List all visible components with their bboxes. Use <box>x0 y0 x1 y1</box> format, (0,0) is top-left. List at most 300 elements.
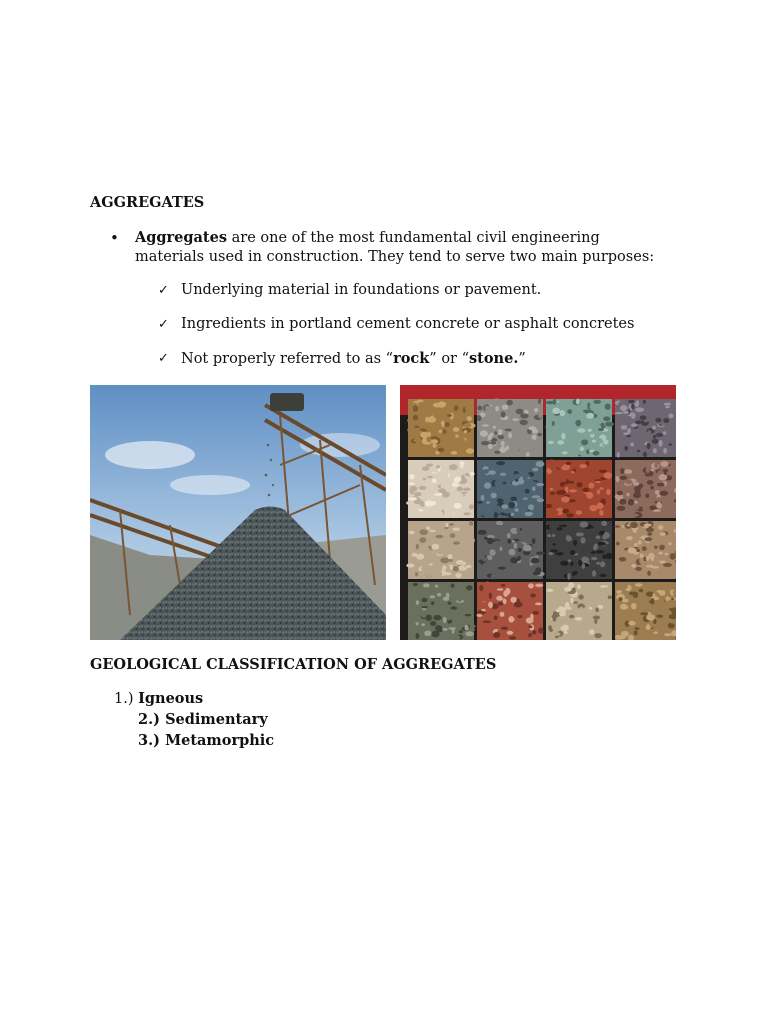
stone <box>450 606 457 609</box>
stone <box>647 480 654 485</box>
stone <box>454 512 460 518</box>
stone <box>580 447 584 451</box>
stone <box>508 502 515 509</box>
stone <box>419 529 427 535</box>
stone <box>488 444 493 449</box>
stone <box>668 542 671 545</box>
stone <box>554 424 561 429</box>
bullet-line-1-rest: are one of the most fundamental civil engineering <box>227 230 600 246</box>
stone <box>550 492 555 495</box>
stone <box>468 525 473 529</box>
stone <box>660 491 669 496</box>
stone <box>526 452 530 456</box>
stone <box>656 590 662 593</box>
stone <box>451 584 455 588</box>
stone <box>652 594 655 597</box>
stone <box>656 597 659 600</box>
stone <box>654 546 658 549</box>
stone <box>424 631 431 637</box>
stone <box>535 404 540 407</box>
stone <box>407 418 414 422</box>
bullet-term: Aggregates <box>135 229 228 246</box>
stone <box>431 631 439 638</box>
stone <box>532 590 539 594</box>
stone <box>453 427 459 432</box>
stone <box>623 432 630 435</box>
stone <box>453 541 460 544</box>
stone <box>407 427 415 433</box>
stone <box>590 431 593 435</box>
stone <box>523 474 530 478</box>
stone <box>620 468 624 474</box>
stone <box>477 406 482 411</box>
stone <box>440 557 449 563</box>
stone <box>631 564 636 568</box>
stone <box>671 598 674 601</box>
stone <box>593 451 600 456</box>
stone <box>631 423 637 427</box>
stone <box>626 536 633 540</box>
stone <box>426 464 433 467</box>
stone <box>596 550 605 553</box>
stone <box>414 492 422 496</box>
stone <box>620 604 627 610</box>
stone <box>574 463 579 468</box>
stone <box>434 493 443 496</box>
stone <box>561 433 565 440</box>
stone <box>559 525 567 527</box>
stone <box>489 592 492 599</box>
stone <box>568 436 571 442</box>
stone <box>493 632 500 638</box>
stone <box>592 570 596 576</box>
stone <box>569 503 577 506</box>
stone <box>589 607 593 610</box>
stone <box>573 601 577 604</box>
stone <box>561 496 570 502</box>
stone <box>592 440 596 443</box>
stone <box>490 433 494 437</box>
stone <box>481 441 490 445</box>
stone <box>492 582 497 587</box>
stone <box>505 563 510 569</box>
stone <box>589 483 595 489</box>
stone <box>518 400 521 403</box>
stone <box>455 493 463 499</box>
stone <box>512 418 519 421</box>
stone <box>421 560 429 565</box>
stone <box>438 485 441 488</box>
stone <box>418 501 422 504</box>
stone <box>523 545 532 552</box>
stone <box>568 559 571 562</box>
stone <box>619 557 627 562</box>
stone <box>483 621 492 624</box>
stone <box>663 418 669 423</box>
stone <box>504 531 508 533</box>
stone <box>422 438 427 444</box>
stone <box>626 493 629 497</box>
stone <box>454 405 459 411</box>
stone <box>576 510 583 514</box>
stone <box>531 495 540 498</box>
stone <box>625 480 632 485</box>
bullet-text-line-2: materials used in construction. They tend to serve two main purposes: <box>135 249 655 265</box>
stone <box>636 400 639 407</box>
stone <box>422 606 428 608</box>
stone <box>620 405 627 411</box>
stone <box>603 416 610 421</box>
stone <box>535 584 543 588</box>
stone <box>437 602 442 606</box>
stone <box>427 476 433 478</box>
stone <box>516 598 519 604</box>
stone <box>498 429 503 435</box>
stone <box>628 621 635 626</box>
stone <box>435 505 443 508</box>
stone <box>567 573 570 580</box>
stone <box>411 622 415 628</box>
stone <box>556 491 564 495</box>
stone <box>566 513 574 517</box>
stone <box>602 587 611 592</box>
stone <box>536 483 544 486</box>
stone <box>635 627 640 630</box>
stone <box>588 477 591 480</box>
stone <box>596 594 603 600</box>
stone <box>631 603 637 609</box>
stone <box>535 442 544 445</box>
stone <box>627 428 631 433</box>
stone <box>530 593 536 597</box>
stone <box>465 631 474 636</box>
stone <box>597 446 605 452</box>
stone <box>511 513 514 517</box>
stone <box>649 506 655 511</box>
stone <box>598 542 606 546</box>
stone <box>604 544 612 550</box>
stone <box>452 483 457 487</box>
stone <box>566 535 570 540</box>
stone <box>597 503 604 510</box>
stone <box>643 419 649 422</box>
stone <box>423 478 427 481</box>
stone <box>464 430 468 433</box>
stone <box>488 633 493 636</box>
stone <box>577 589 582 592</box>
stone <box>507 631 513 635</box>
gravel-pile-image <box>90 385 386 640</box>
stone <box>533 571 540 575</box>
stone <box>655 418 661 423</box>
stone <box>463 407 466 413</box>
stone <box>503 599 507 605</box>
item-label: Metamorphic <box>165 732 275 749</box>
stone <box>563 479 567 482</box>
stone <box>447 414 452 417</box>
stone <box>466 565 472 568</box>
stone <box>409 482 415 485</box>
stone <box>526 617 534 623</box>
stone <box>549 560 552 564</box>
stone <box>413 583 418 587</box>
stone <box>599 487 603 489</box>
stone <box>668 423 673 425</box>
item-number: 3.) <box>138 732 160 749</box>
stone <box>582 401 589 404</box>
stone <box>422 494 427 501</box>
stone <box>593 616 600 620</box>
checkmark-icon: ✓ <box>158 283 169 298</box>
stone <box>578 594 583 599</box>
stone <box>410 600 416 605</box>
stone <box>605 404 611 410</box>
stone <box>600 561 605 567</box>
stone <box>552 421 555 426</box>
stone <box>536 461 545 467</box>
stone <box>608 595 612 599</box>
stone <box>580 521 589 527</box>
stone <box>552 408 560 415</box>
stone <box>484 482 491 489</box>
stone <box>640 554 644 558</box>
stone <box>494 616 498 620</box>
stone <box>653 435 657 439</box>
stone <box>590 404 598 410</box>
stone <box>602 555 607 559</box>
stone <box>495 540 499 543</box>
stone <box>426 615 432 621</box>
stone <box>428 432 431 437</box>
stone <box>464 512 471 515</box>
stone <box>665 438 668 443</box>
stone <box>549 523 554 529</box>
stone <box>458 534 464 537</box>
stone <box>538 433 542 436</box>
stone <box>478 602 486 605</box>
stone <box>532 611 539 615</box>
stone <box>439 512 443 516</box>
stone <box>548 459 556 465</box>
stone <box>413 405 418 411</box>
stone <box>469 472 474 476</box>
stone <box>583 619 592 623</box>
stone <box>486 417 490 421</box>
stone <box>421 566 430 571</box>
stone <box>660 532 666 535</box>
stone <box>510 497 517 501</box>
stone <box>652 426 656 430</box>
stone <box>617 491 623 496</box>
stone <box>538 555 542 559</box>
stone <box>659 552 663 555</box>
stone <box>495 408 499 412</box>
stone <box>634 501 638 504</box>
section-heading-aggregates: AGGREGATES <box>90 194 205 211</box>
stone <box>605 399 611 404</box>
stone <box>512 564 518 570</box>
stone <box>567 607 572 610</box>
stone <box>635 407 644 412</box>
stone <box>521 595 526 601</box>
check-3-stone: stone. <box>469 350 519 367</box>
stone <box>414 421 418 425</box>
stone <box>538 412 541 418</box>
stone <box>425 500 433 506</box>
stone <box>435 585 438 588</box>
stone <box>663 563 672 567</box>
stone <box>618 597 622 601</box>
stone <box>646 467 650 473</box>
stone <box>416 544 419 550</box>
stone <box>566 462 572 466</box>
stone <box>650 486 654 490</box>
stone <box>552 543 555 545</box>
stone <box>557 440 564 445</box>
stone <box>446 593 450 598</box>
stone <box>538 627 543 633</box>
stone <box>651 409 654 412</box>
stone <box>591 557 597 560</box>
stone <box>637 437 643 441</box>
stone <box>417 400 424 403</box>
stone <box>559 612 566 617</box>
stone <box>595 481 601 483</box>
stone <box>629 592 635 596</box>
stone <box>493 426 496 429</box>
stone <box>487 538 494 544</box>
stone <box>528 426 536 430</box>
stone <box>469 537 475 543</box>
stone <box>466 585 472 590</box>
stone <box>628 400 635 403</box>
stone <box>452 528 460 531</box>
stone <box>630 488 635 492</box>
stone <box>525 511 533 516</box>
stone <box>550 467 558 471</box>
stone <box>406 563 414 567</box>
stone <box>480 430 488 437</box>
stone <box>659 545 665 550</box>
stone <box>445 422 450 427</box>
stone <box>469 504 474 509</box>
stone <box>576 495 583 501</box>
stone <box>562 621 570 624</box>
stone <box>621 480 624 486</box>
stone <box>482 513 489 516</box>
stone <box>437 529 442 533</box>
stone <box>406 501 415 505</box>
stone <box>416 600 419 604</box>
stone <box>489 545 495 548</box>
stone <box>576 532 584 536</box>
stone <box>432 469 438 472</box>
stone <box>638 427 643 432</box>
stone <box>567 409 572 414</box>
stone <box>535 618 538 625</box>
stone <box>575 617 582 621</box>
stone <box>603 532 610 539</box>
stone <box>550 549 558 552</box>
stone <box>633 482 639 486</box>
stone <box>517 615 522 618</box>
stone <box>619 561 628 566</box>
stone <box>469 434 473 439</box>
stone <box>533 547 540 551</box>
stone <box>430 621 436 626</box>
stone <box>564 587 572 592</box>
stone <box>669 443 673 445</box>
stone <box>595 607 598 612</box>
stone <box>588 589 595 595</box>
stone <box>653 448 657 453</box>
stone <box>493 590 498 594</box>
stone <box>665 553 669 555</box>
stone <box>507 539 511 544</box>
checkmark-icon: ✓ <box>158 351 169 366</box>
stone <box>446 629 452 633</box>
stone <box>429 530 435 533</box>
stone <box>549 567 554 572</box>
stone <box>577 482 583 487</box>
stone <box>570 441 575 447</box>
stone <box>557 508 563 512</box>
check-item-1: Underlying material in foundations or pavement. <box>181 282 542 298</box>
stone <box>514 474 522 477</box>
stone <box>656 433 663 437</box>
stone <box>597 490 601 495</box>
stone <box>514 514 520 517</box>
stone <box>501 441 505 447</box>
stone <box>449 464 458 470</box>
stone <box>486 501 490 504</box>
stone <box>456 551 464 558</box>
stone <box>535 603 542 606</box>
stone <box>569 615 574 619</box>
stone <box>421 623 425 626</box>
stone <box>597 566 600 572</box>
stone <box>516 526 519 533</box>
stone <box>486 581 490 587</box>
stone <box>422 598 428 602</box>
stone <box>481 495 485 501</box>
stone <box>529 530 535 534</box>
stone <box>498 420 505 426</box>
stone <box>516 409 524 415</box>
stone <box>657 504 660 506</box>
stone <box>520 535 525 538</box>
stone <box>494 481 500 487</box>
stone <box>648 430 652 434</box>
stone <box>647 532 652 536</box>
stone <box>497 509 501 513</box>
stone <box>448 559 453 562</box>
stone <box>589 505 597 511</box>
stone <box>594 543 598 549</box>
stone <box>628 547 637 553</box>
stone <box>616 476 620 482</box>
stone <box>408 497 417 501</box>
stone <box>504 489 508 494</box>
stone <box>599 510 603 516</box>
stone <box>555 561 560 564</box>
stone <box>552 512 556 515</box>
stone <box>557 599 562 603</box>
stone <box>631 412 636 418</box>
stone <box>465 614 472 616</box>
stone <box>658 525 663 529</box>
stone <box>654 462 658 468</box>
